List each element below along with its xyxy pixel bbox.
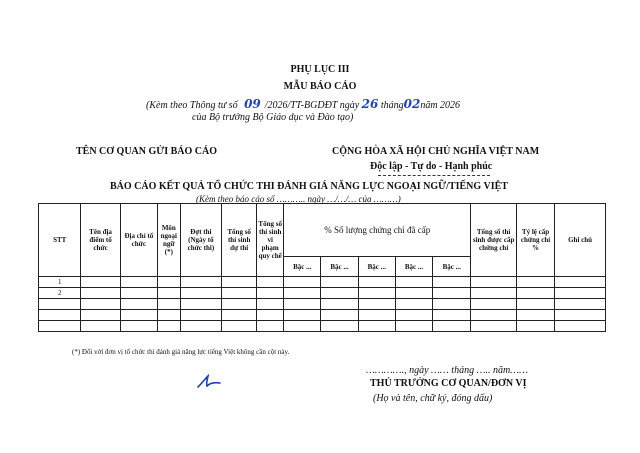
sign-note: (Họ và tên, chữ ký, đóng dấu)	[373, 393, 493, 404]
circular-day: 26	[361, 97, 379, 111]
row-stt	[39, 310, 81, 321]
footnote: (*) Đối với đơn vị tổ chức thi đánh giá năng lực tiếng Việt không cần cột này.	[72, 348, 290, 356]
circular-month: 02	[403, 97, 421, 111]
row-stt	[39, 321, 81, 332]
header-location-name: Tên địa điểm tổ chức	[81, 204, 120, 277]
header-level: Bậc ...	[395, 257, 432, 277]
header-total-candidates: Tổng số thí sinh dự thi	[222, 204, 257, 277]
header-level: Bậc ...	[321, 257, 358, 277]
table-row	[39, 310, 606, 321]
circular-month-word: tháng	[380, 100, 404, 111]
table-row	[39, 299, 606, 310]
header-row	[39, 204, 606, 257]
circular-middle: /2026/TT-BGDĐT ngày	[264, 100, 360, 111]
head-title: THỦ TRƯỞNG CƠ QUAN/ĐƠN VỊ	[370, 378, 527, 389]
circular-year: năm 2026	[420, 100, 461, 111]
header-cert-group: % Số lượng chứng chỉ đã cấp	[284, 204, 471, 257]
appendix-label: PHỤ LỤC III	[290, 64, 350, 75]
circular-number: 09	[244, 97, 261, 111]
table-row	[39, 277, 606, 288]
report-subtitle: (Kèm theo báo cáo số ……….. ngày …/…/… của ………)	[196, 194, 401, 204]
republic-name: CỘNG HÒA XÃ HỘI CHỦ NGHĨA VIỆT NAM	[332, 146, 540, 157]
header-total-certified: Tổng số thí sinh được cấp chứng chỉ	[471, 204, 517, 277]
table-row	[39, 321, 606, 332]
header-stt: STT	[39, 204, 81, 277]
handwritten-mark-icon	[196, 374, 222, 390]
header-language: Môn ngoại ngữ (*)	[157, 204, 180, 277]
motto: Độc lập - Tự do - Hạnh phúc	[370, 161, 493, 172]
motto-underline	[378, 175, 490, 176]
circular-prefix: (Kèm theo Thông tư số	[146, 100, 238, 111]
row-stt	[39, 299, 81, 310]
circular-reference	[146, 97, 460, 111]
header-level: Bậc ...	[358, 257, 395, 277]
header-level: Bậc ...	[284, 257, 321, 277]
report-table	[38, 203, 606, 332]
report-title: BÁO CÁO KẾT QUẢ TỔ CHỨC THI ĐÁNH GIÁ NĂNG LỰC NGOẠI NGỮ/TIẾNG VIỆT	[110, 181, 508, 192]
header-note: Ghi chú	[555, 204, 606, 277]
circular-issuer: của Bộ trưởng Bộ Giáo dục và Đào tạo)	[192, 112, 354, 123]
header-total-violations: Tổng số thí sinh vi phạm quy chế	[257, 204, 284, 277]
date-line: …………., ngày …… tháng ….. năm……	[366, 365, 528, 376]
row-stt: 2	[39, 288, 81, 299]
header-exam-round: Đợt thi (Ngày tổ chức thi)	[180, 204, 221, 277]
form-title: MẪU BÁO CÁO	[283, 81, 357, 92]
row-stt: 1	[39, 277, 81, 288]
header-level: Bậc ...	[433, 257, 471, 277]
table-row	[39, 288, 606, 299]
agency-label: TÊN CƠ QUAN GỬI BÁO CÁO	[76, 146, 218, 157]
header-rate: Tỷ lệ cấp chứng chỉ %	[516, 204, 554, 277]
header-location-address: Địa chỉ tổ chức	[120, 204, 157, 277]
